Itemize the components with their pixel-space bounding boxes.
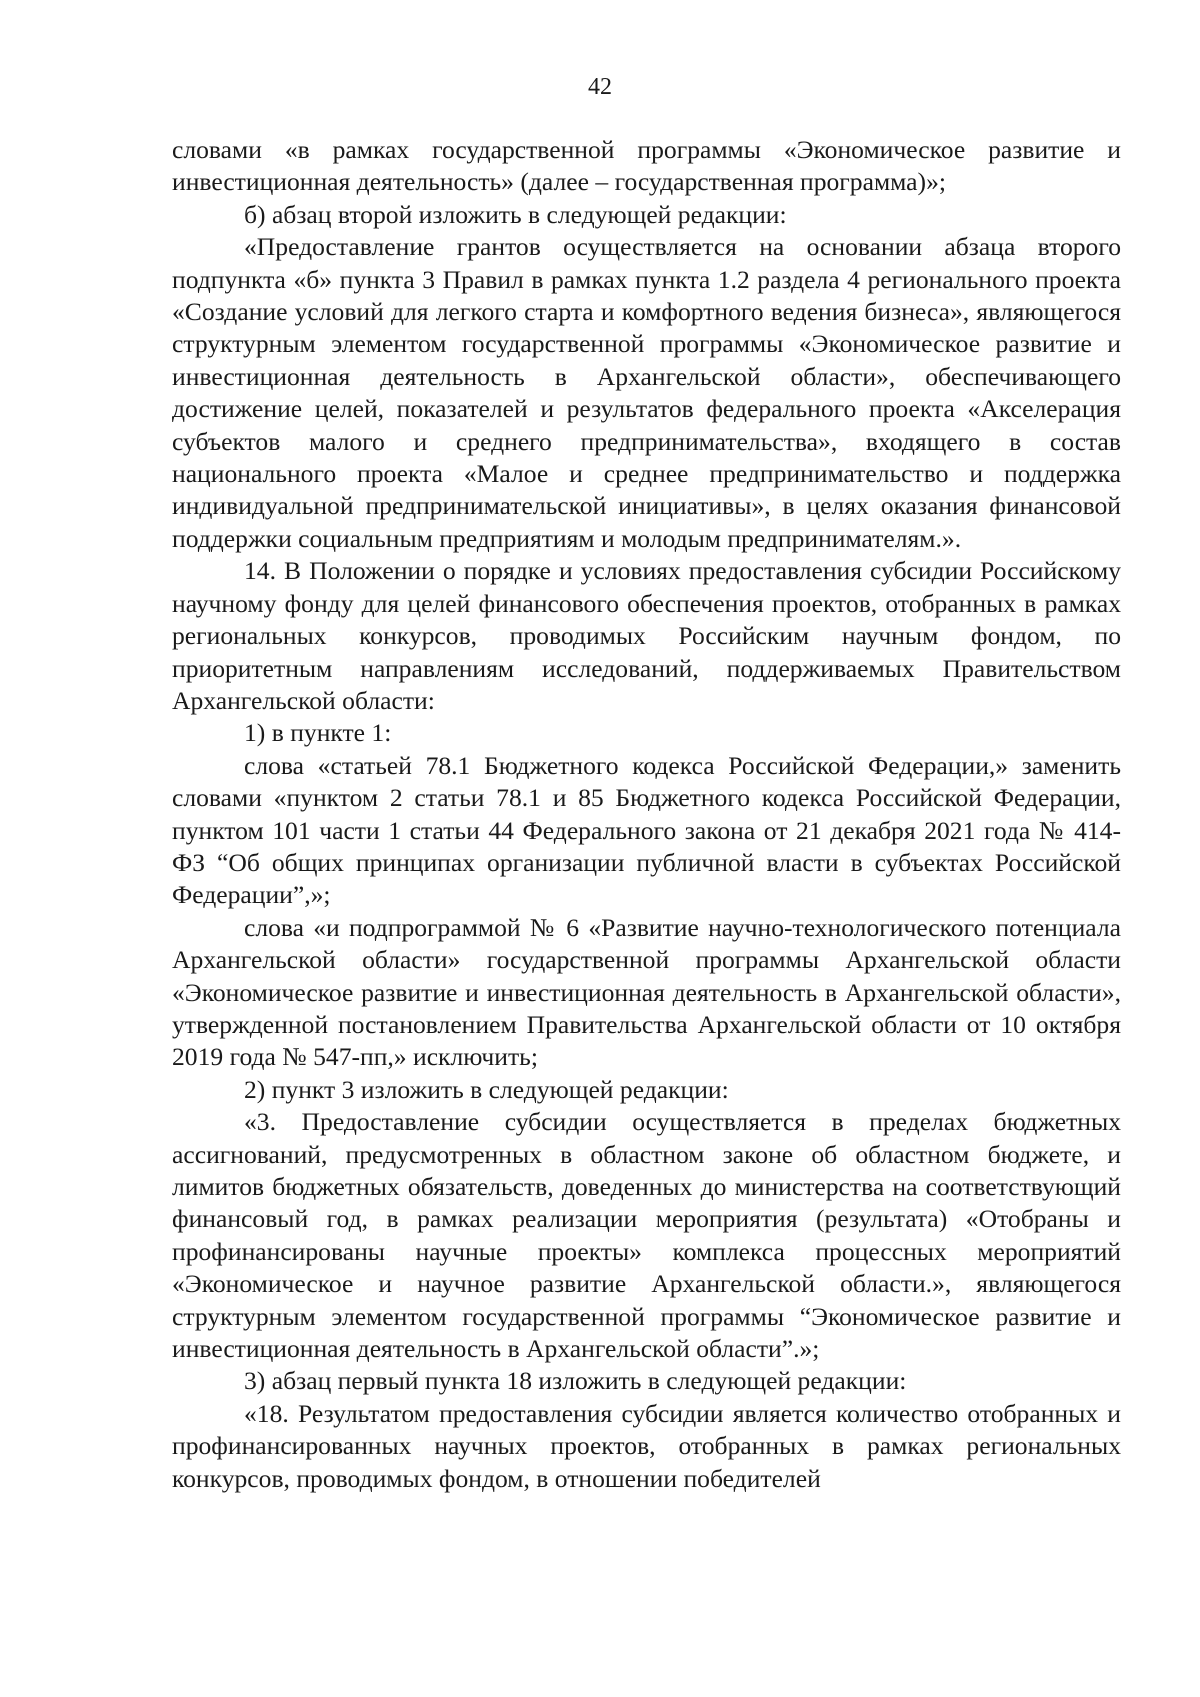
paragraph-1: словами «в рамках государственной программы «Экономическое развитие и инвестиционная деятельность» (далее – государственная программа)»; [172,135,1121,197]
paragraph-3: «Предоставление грантов осуществляется на основании абзаца второго подпункта «б» пункта 3 Правил в рамках пункта 1.2 раздела 4 регионального проекта «Создание условий для легкого старта и комфортного ведения бизнеса», являющегося структурным элементом государственной программы «Экономическое развитие и инвестиционная деятельность в Архангельской области», обеспечивающего достижение целей, показателей и результатов федерального проекта «Акселерация субъектов малого и среднего предпринимательства», входящего в состав национального проекта «Малое и среднее предпринимательство и поддержка индивидуальной предпринимательской инициативы», в целях оказания финансовой поддержки социальным предприятиям и молодым предпринимателям.». [172,232,1121,553]
paragraph-10: 3) абзац первый пункта 18 изложить в следующей редакции: [244,1366,907,1396]
page-number: 42 [588,74,612,100]
paragraph-2: б) абзац второй изложить в следующей редакции: [244,199,787,229]
document-body [172,134,1121,1495]
paragraph-7: слова «и подпрограммой № 6 «Развитие научно-технологического потенциала Архангельской области» государственной программы Архангельской области «Экономическое развитие и инвестиционная деятельность в Архангельской области», утвержденной постановлением Правительства Архангельской области от 10 октября 2019 года № 547-пп,» исключить; [172,912,1121,1072]
paragraph-8: 2) пункт 3 изложить в следующей редакции: [244,1074,729,1104]
paragraph-4: 14. В Положении о порядке и условиях предоставления субсидии Российскому научному фонду для целей финансового обеспечения проектов, отобранных в рамках региональных конкурсов, проводимых Российским научным фондом, по приоритетным направлениям исследований, поддерживаемых Правительством Архангельской области: [172,556,1121,715]
paragraph-5: 1) в пункте 1: [244,718,392,748]
paragraph-6: слова «статьей 78.1 Бюджетного кодекса Российской Федерации,» заменить словами «пунктом 2 статьи 78.1 и 85 Бюджетного кодекса Российской Федерации, пунктом 101 части 1 статьи 44 Федерального закона от 21 декабря 2021 года № 414-ФЗ “Об общих принципах организации публичной власти в субъектах Российской Федерации”,»; [172,750,1121,910]
paragraph-11: «18. Результатом предоставления субсидии является количество отобранных и профинансированных научных проектов, отобранных в рамках региональных конкурсов, проводимых фондом, в отношении победителей [172,1398,1121,1493]
paragraph-9: «3. Предоставление субсидии осуществляется в пределах бюджетных ассигнований, предусмотренных в областном законе об областном бюджете, и лимитов бюджетных обязательств, доведенных до министерства на соответствующий финансовый год, в рамках реализации мероприятия (результата) «Отобраны и профинансированы научные проекты» комплекса процессных мероприятий «Экономическое и научное развитие Архангельской области.», являющегося структурным элементом государственной программы “Экономическое развитие и инвестиционная деятельность в Архангельской области”.»; [172,1107,1121,1364]
